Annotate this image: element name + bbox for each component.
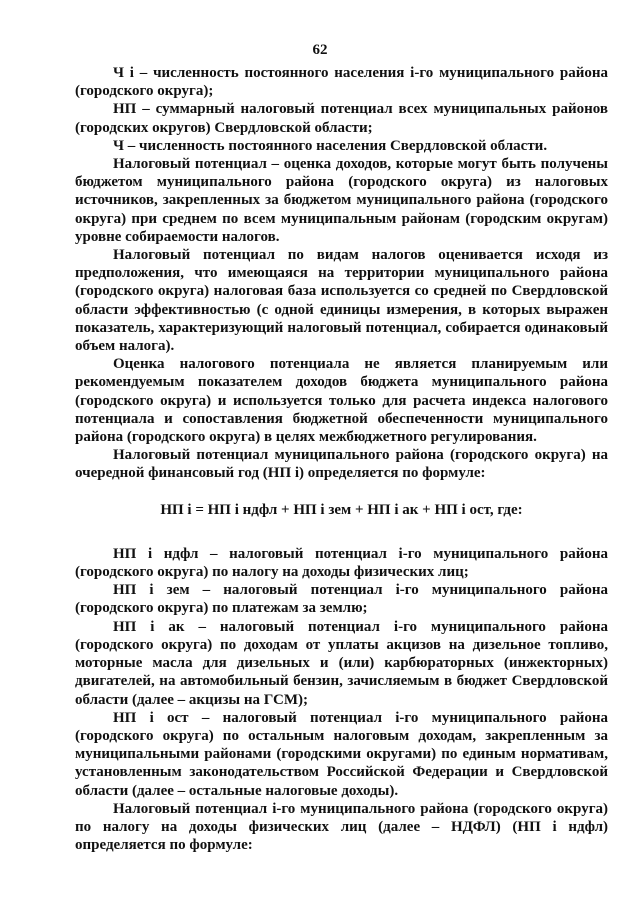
paragraph-tax-potential-by-type: Налоговый потенциал по видам налогов оценивается исходя из предположения, что имеющаяся на территории муниципального района (городского округа) налоговая база используется со средней по Свердловской области эффективностью (с одной единицы измерения, в которых выражен показатель, характеризующий налоговый потенциал, собирается одинаковый объем налога).: [75, 247, 608, 355]
paragraph-assessment-note: Оценка налогового потенциала не является планируемым или рекомендуемым показателем доходов бюджета муниципального района (городского округа) и используется только для расчета индекса налогового потенциала и сопоставления бюджетной обеспеченности муниципального района (городского округа) в целях межбюджетного регулирования.: [75, 356, 608, 446]
paragraph-tax-potential-definition: Налоговый потенциал – оценка доходов, которые могут быть получены бюджетом муниципального района (городского округа) из налоговых источников, закрепленных за бюджетом муниципального района (городского округа) при среднем по всем муниципальным районам (городским округам) уровне собираемости налогов.: [75, 156, 608, 245]
definition-population-region: Ч – численность постоянного населения Свердловской области.: [113, 137, 548, 154]
tax-potential-formula: НП i = НП i ндфл + НП i зем + НП i ак + НП i ост, где:: [160, 501, 523, 518]
definition-population-i: Ч i – численность постоянного населения i-го муниципального района (городского округа);: [75, 65, 608, 100]
page-number: 62: [312, 42, 328, 58]
document-body: [75, 64, 608, 854]
definition-total-tax-potential: НП – суммарный налоговый потенциал всех муниципальных районов (городских округов) Свердловской области;: [75, 101, 608, 136]
paragraph-formula-intro: Налоговый потенциал муниципального района (городского округа) на очередной финансовый год (НП i) определяется по формуле:: [75, 447, 608, 482]
definition-excise: НП i ак – налоговый потенциал i-го муниципального района (городского округа) по доходам от уплаты акцизов на дизельное топливо, моторные масла для дизельных и (или) карбюраторных (инжекторных) двигателей, на автомобильный бензин, зачисляемым в бюджет Свердловской области (далее – акцизы на ГСМ);: [75, 618, 608, 708]
definition-land: НП i зем – налоговый потенциал i-го муниципального района (городского округа) по платежам за землю;: [75, 582, 608, 617]
definition-other: НП i ост – налоговый потенциал i-го муниципального района (городского округа) по остальным налоговым доходам, закрепленным за муниципальными районами (городскими округами) по единым нормативам, установленным законодательством Российской Федерации и Свердловской области (далее – остальные налоговые доходы).: [75, 709, 608, 799]
paragraph-ndfl-formula-intro: Налоговый потенциал i-го муниципального района (городского округа) по налогу на доходы физических лиц (далее – НДФЛ) (НП i ндфл) определяется по формуле:: [75, 800, 608, 854]
definition-ndfl: НП i ндфл – налоговый потенциал i-го муниципального района (городского округа) по налогу на доходы физических лиц;: [75, 545, 608, 581]
